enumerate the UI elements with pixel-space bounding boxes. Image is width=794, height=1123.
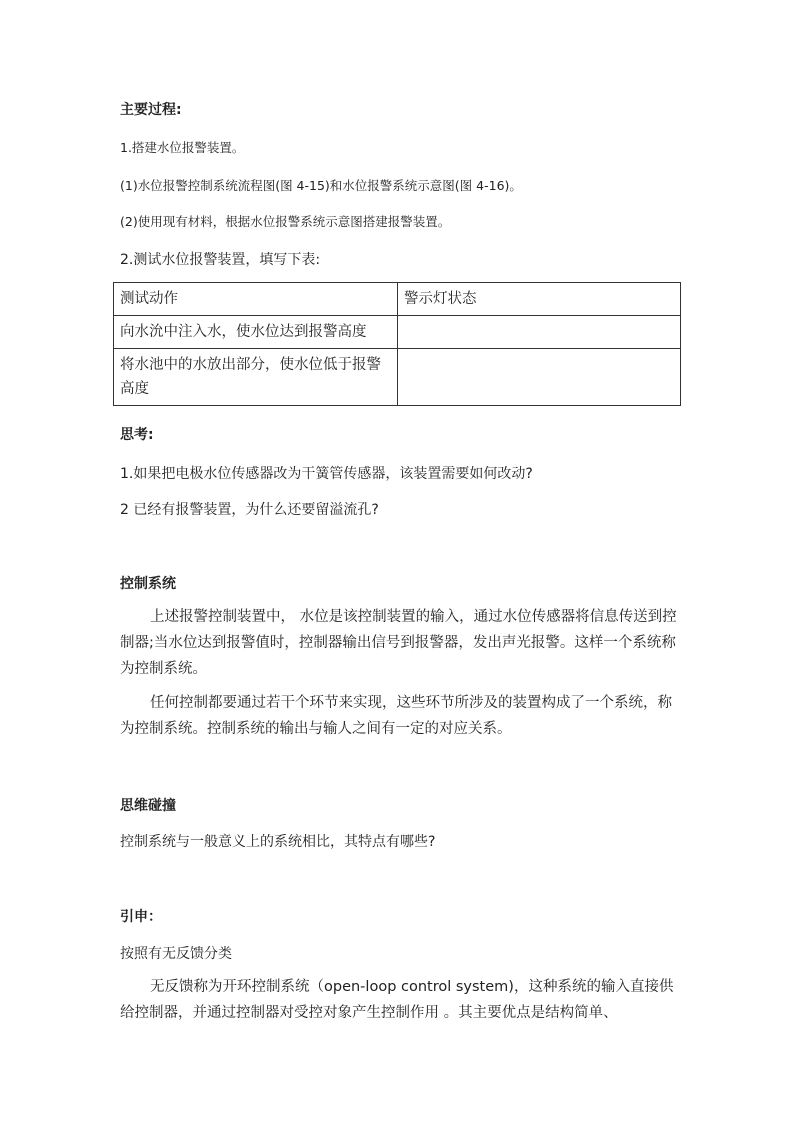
step-1: 1.搭建水位报警装置。 xyxy=(120,140,245,155)
table-header-row xyxy=(114,283,681,316)
table-cell xyxy=(398,349,681,406)
table-row xyxy=(114,316,681,349)
thinking-heading: 思考: xyxy=(120,427,154,443)
table-header-cell: 测试动作 xyxy=(114,283,398,316)
table-cell: 将水池中的水放出部分，使水位低于报警高度 xyxy=(114,349,398,406)
brainstorm-heading: 思维碰撞 xyxy=(120,798,176,814)
extension-paragraph: 无反馈称为开环控制系统（open-loop control system)，这种系统的输入直接供给控制器，并通过控制器对受控对象产生控制作用 。其主要优点是结构简单、 xyxy=(120,979,674,1021)
test-table xyxy=(113,282,681,406)
table-cell: 向水沇中注入水，使水位达到报警高度 xyxy=(114,316,398,349)
brainstorm-question: 控制系统与一般意义上的系统相比，其特点有哪些? xyxy=(120,834,436,850)
step-2: 2.测试水位报警装置，填写下表: xyxy=(120,252,321,268)
thinking-question-2: 2 已经有报警装置，为什么还要留溢流孔? xyxy=(120,502,379,518)
thinking-question-1: 1.如果把电极水位传感器改为干簧管传感器，该装置需要如何改动? xyxy=(120,466,533,482)
step-1b: (2)使用现有材料，根据水位报警系统示意图搭建报警装置。 xyxy=(120,214,451,229)
control-paragraph-1: 上述报警控制装置中， 水位是该控制装置的输入，通过水位传感器将信息传送到控制器;当水位达到报警值时，控制器输出信号到报警器，发出声光报警。这样一个系统称为控制系统。 xyxy=(120,609,677,677)
process-heading: 主要过程: xyxy=(120,102,182,118)
table-row xyxy=(114,349,681,406)
extension-subheading: 按照有无反馈分类 xyxy=(120,946,232,962)
control-heading: 控制系统 xyxy=(120,576,176,592)
table-header-cell: 警示灯状态 xyxy=(398,283,681,316)
extension-heading: 引申： xyxy=(120,909,162,925)
step-1a: (1)水位报警控制系统流程图(图 4-15)和水位报警系统示意图(图 4-16)。 xyxy=(120,178,522,193)
table-cell xyxy=(398,316,681,349)
control-paragraph-2: 任何控制都要通过若干个环节来实现，这些环节所涉及的装置构成了一个系统，称为控制系统。控制系统的输出与输人之间有一定的对应关系。 xyxy=(120,695,672,737)
